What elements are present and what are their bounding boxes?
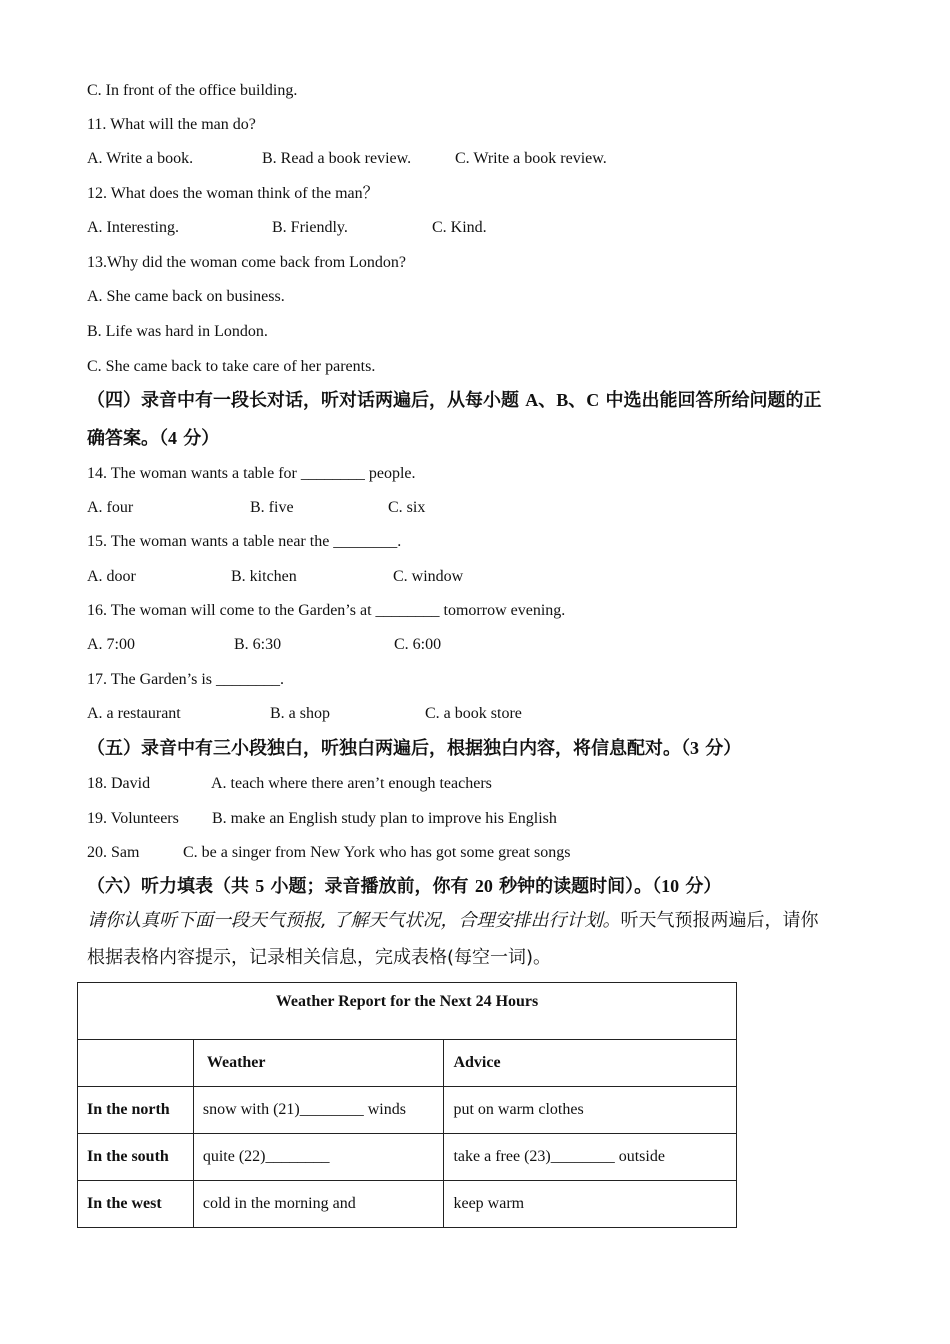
table-row [78, 1134, 737, 1181]
match-left-19: 19. Volunteers [87, 810, 179, 827]
table-title: Weather Report for the Next 24 Hours [78, 983, 737, 1040]
q17-option-a: A. a restaurant [87, 705, 181, 722]
match-right-a: A. teach where there aren’t enough teachers [211, 775, 492, 792]
region-cell: In the north [78, 1087, 194, 1134]
q11-question: 11. What will the man do? [87, 116, 256, 133]
table-header-row [78, 1040, 737, 1087]
table-row [78, 1181, 737, 1228]
header-advice: Advice [444, 1040, 737, 1087]
q15-question: 15. The woman wants a table near the ________. [87, 533, 402, 550]
region-cell: In the west [78, 1181, 194, 1228]
q14-option-c: C. six [388, 499, 426, 516]
q15-option-b: B. kitchen [231, 568, 297, 585]
q12-question: 12. What does the woman think of the man？ [87, 185, 379, 202]
q12-option-a: A. Interesting. [87, 219, 179, 236]
q11-option-c: C. Write a book review. [455, 150, 607, 167]
section6-heading: （六）听力填表（共 5 小题；录音播放前，你有 20 秒钟的读题时间）。（10 分） [87, 876, 722, 897]
q17-question: 17. The Garden’s is ________. [87, 671, 285, 688]
match-right-b: B. make an English study plan to improve his English [212, 810, 557, 827]
table-row [78, 1087, 737, 1134]
q14-option-b: B. five [250, 499, 294, 516]
match-right-c: C. be a singer from New York who has got some great songs [183, 844, 571, 861]
q14-question: 14. The woman wants a table for ________ people. [87, 465, 416, 482]
weather-cell: quite (22)________ [193, 1134, 444, 1181]
section5-heading: （五）录音中有三小段独白，听独白两遍后，根据独白内容，将信息配对。（3 分） [87, 738, 742, 759]
q11-option-b: B. Read a book review. [262, 150, 412, 167]
q17-option-c: C. a book store [425, 705, 522, 722]
advice-cell: take a free (23)________ outside [444, 1134, 737, 1181]
q13-option-c: C. She came back to take care of her parents. [87, 358, 376, 375]
q13-option-a: A. She came back on business. [87, 288, 285, 305]
q11-option-a: A. Write a book. [87, 150, 194, 167]
header-empty-cell [78, 1040, 194, 1087]
header-weather: Weather [193, 1040, 444, 1087]
table-title-row [78, 983, 737, 1040]
section4-heading-line1: （四）录音中有一段长对话，听对话两遍后，从每小题 A、B、C 中选出能回答所给问题的正 [87, 390, 822, 411]
q16-option-c: C. 6:00 [394, 636, 442, 653]
q14-option-a: A. four [87, 499, 134, 516]
q16-option-b: B. 6:30 [234, 636, 282, 653]
q13-option-b: B. Life was hard in London. [87, 323, 268, 340]
q15-option-a: A. door [87, 568, 136, 585]
q16-question: 16. The woman will come to the Garden’s at ________ tomorrow evening. [87, 602, 566, 619]
q15-option-c: C. window [393, 568, 464, 585]
match-left-20: 20. Sam [87, 844, 140, 861]
instructions-line2: 根据表格内容提示，记录相关信息，完成表格(每空一词)。 [87, 947, 552, 968]
instructions-line1: 请你认真听下面一段天气预报, 了解天气状况，合理安排出行计划。听天气预报两遍后，请你 [87, 910, 819, 931]
advice-cell: put on warm clothes [444, 1087, 737, 1134]
q10-option-c: C. In front of the office building. [87, 82, 298, 99]
region-cell: In the south [78, 1134, 194, 1181]
section4-heading-line2: 确答案。（4 分） [87, 428, 220, 449]
q13-question: 13.Why did the woman come back from London? [87, 254, 407, 271]
advice-cell: keep warm [444, 1181, 737, 1228]
q12-option-c: C. Kind. [432, 219, 487, 236]
q16-option-a: A. 7:00 [87, 636, 135, 653]
weather-report-table [77, 982, 737, 1228]
q17-option-b: B. a shop [270, 705, 330, 722]
match-left-18: 18. David [87, 775, 151, 792]
q12-option-b: B. Friendly. [272, 219, 348, 236]
weather-cell: cold in the morning and [193, 1181, 444, 1228]
weather-cell: snow with (21)________ winds [193, 1087, 444, 1134]
